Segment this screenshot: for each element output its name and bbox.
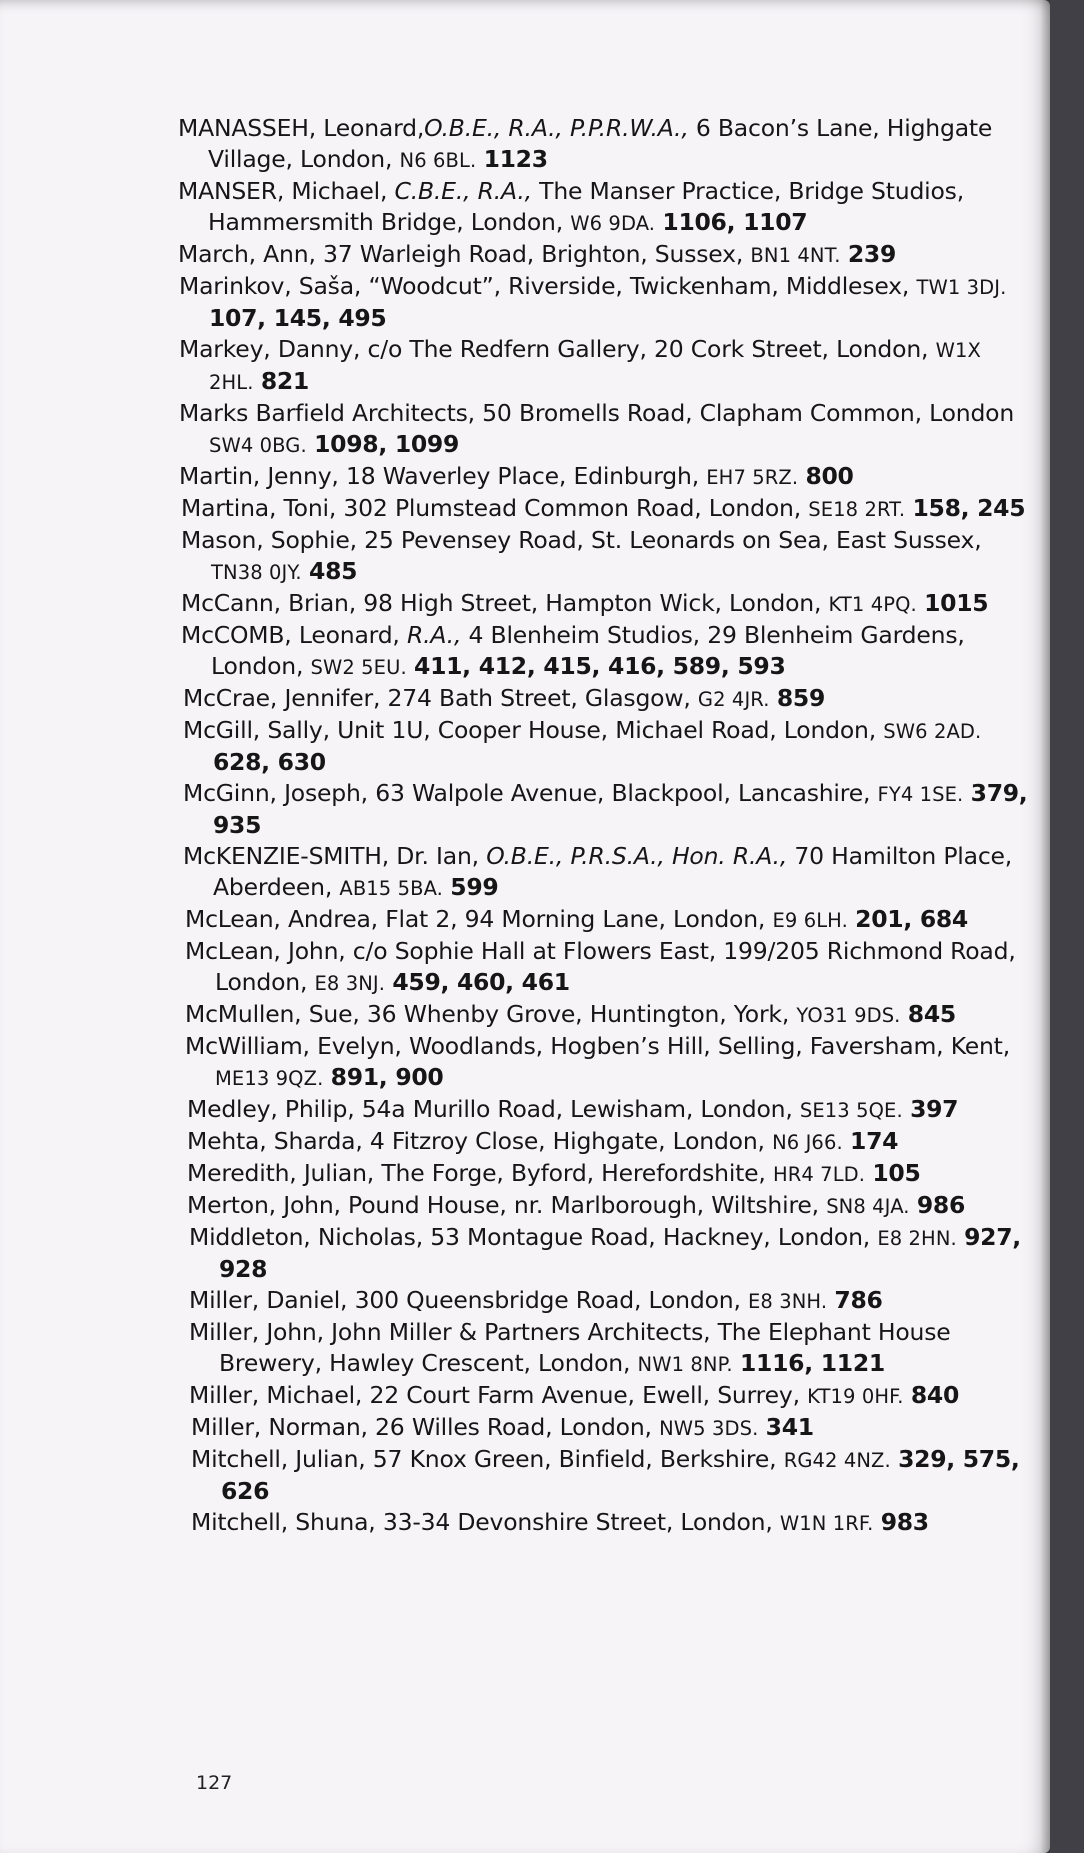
list-item — [179, 271, 1028, 334]
list-item — [185, 999, 1028, 1031]
entry-postcode: SE18 2RT. — [808, 498, 906, 521]
entry-page-refs: 628, 630 — [213, 748, 326, 776]
entry-page-refs: 891, 900 — [330, 1063, 444, 1091]
entry-postcode: RG42 4NZ. — [783, 1449, 891, 1472]
entry-name-address: McWilliam, Evelyn, Woodlands, Hogben’s Hill, Selling, Faversham, Kent, — [185, 1032, 1010, 1060]
entry-page-refs: 599 — [450, 873, 499, 901]
entry-page-refs: 986 — [916, 1191, 966, 1219]
entry-address: 6 Bacon’s Lane, Highgate Village, London, — [208, 114, 993, 173]
entry-page-refs: 105 — [872, 1159, 921, 1187]
entry-page-refs: 158, 245 — [912, 494, 1026, 522]
entry-postcode: E9 6LH. — [772, 909, 848, 932]
entry-postcode: NW1 8NP. — [637, 1353, 733, 1376]
entry-name-address: Martin, Jenny, 18 Waverley Place, Edinburgh, — [179, 462, 707, 490]
entry-page-refs: 840 — [910, 1381, 960, 1409]
entry-postcode: BN1 4NT. — [750, 244, 841, 267]
list-item — [189, 1285, 1028, 1317]
entry-name-address: McCrae, Jennifer, 274 Bath Street, Glasgow, — [183, 684, 698, 712]
entry-page-refs: 927, 928 — [219, 1223, 1021, 1283]
artist-directory-list — [178, 113, 1028, 1539]
entry-name-address: Mason, Sophie, 25 Pevensey Road, St. Leonards on Sea, East Sussex, — [181, 526, 982, 554]
list-item — [181, 525, 1028, 588]
entry-postcode: ME13 9QZ. — [215, 1067, 324, 1090]
entry-name-address: Marks Barfield Architects, 50 Bromells Road, Clapham Common, London — [179, 399, 1015, 427]
entry-name-address: Miller, Norman, 26 Willes Road, London, — [191, 1413, 660, 1441]
list-item — [191, 1444, 1028, 1507]
entry-postcode: TN38 0JY. — [211, 561, 302, 584]
entry-page-refs: 859 — [776, 684, 825, 712]
entry-name-address: March, Ann, 37 Warleigh Road, Brighton, Sussex, — [178, 240, 751, 268]
entry-page-refs: 174 — [850, 1127, 899, 1155]
entry-postcode: SW2 5EU. — [310, 656, 407, 679]
entry-name-address: McMullen, Sue, 36 Whenby Grove, Huntington, York, — [185, 1000, 797, 1028]
entry-honours: O.B.E., R.A., P.P.R.W.A., — [424, 114, 689, 142]
list-item — [185, 936, 1028, 999]
entry-name-address: Mitchell, Julian, 57 Knox Green, Binfield, Berkshire, — [191, 1445, 784, 1473]
entry-page-refs: 107, 145, 495 — [209, 304, 387, 332]
entry-name-address: McCOMB, Leonard, — [181, 621, 407, 649]
entry-postcode: N6 6BL. — [399, 149, 477, 172]
entry-name-address: Miller, Michael, 22 Court Farm Avenue, Ewell, Surrey, — [189, 1381, 808, 1409]
entry-postcode: NW5 3DS. — [659, 1417, 759, 1440]
entry-name-address: MANASSEH, Leonard, — [178, 114, 425, 142]
entry-name-address: Mehta, Sharda, 4 Fitzroy Close, Highgate, London, — [187, 1127, 773, 1155]
entry-page-refs: 379, 935 — [213, 779, 1028, 839]
entry-name-address: McKENZIE-SMITH, Dr. Ian, — [183, 842, 487, 870]
list-item — [179, 334, 1028, 398]
entry-postcode: HR4 7LD. — [772, 1163, 866, 1186]
entry-page-refs: 329, 575, 626 — [221, 1445, 1020, 1505]
list-item — [179, 461, 1028, 493]
entry-page-refs: 1123 — [483, 145, 548, 173]
list-item — [178, 239, 1028, 271]
entry-page-refs: 786 — [834, 1286, 883, 1314]
list-item — [181, 588, 1028, 620]
entry-name-address: McCann, Brian, 98 High Street, Hampton Wick, London, — [181, 589, 829, 617]
entry-honours: O.B.E., P.R.S.A., Hon. R.A., — [486, 842, 788, 870]
entry-name-address: Miller, John, John Miller & Partners Architects, The Elephant House Brewery, Hawley Crescent, London, — [189, 1318, 951, 1377]
entry-page-refs: 411, 412, 415, 416, 589, 593 — [414, 652, 786, 680]
list-item — [185, 1031, 1028, 1094]
entry-page-refs: 397 — [910, 1095, 959, 1123]
list-item — [189, 1317, 1028, 1380]
entry-page-refs: 821 — [260, 367, 309, 395]
entry-name-address: Markey, Danny, c/o The Redfern Gallery, 20 Cork Street, London, — [179, 335, 936, 363]
entry-postcode: E8 3NH. — [748, 1290, 828, 1313]
entry-postcode: N6 J66. — [772, 1131, 843, 1154]
entry-honours: C.B.E., R.A., — [394, 177, 532, 205]
entry-name-address: MANSER, Michael, — [178, 177, 395, 205]
entry-name-address: Mitchell, Shuna, 33-34 Devonshire Street, London, — [191, 1508, 780, 1536]
entry-name-address: Middleton, Nicholas, 53 Montague Road, Hackney, London, — [189, 1223, 878, 1251]
entry-postcode: FY4 1SE. — [877, 783, 964, 806]
entry-page-refs: 1116, 1121 — [740, 1349, 885, 1377]
entry-address: 4 Blenheim Studios, 29 Blenheim Gardens, London, — [211, 621, 965, 680]
entry-page-refs: 1015 — [924, 589, 989, 617]
entry-postcode: W1N 1RF. — [779, 1512, 874, 1535]
entry-name-address: McLean, John, c/o Sophie Hall at Flowers East, 199/205 Richmond Road, London, — [185, 937, 1016, 996]
entry-page-refs: 1098, 1099 — [314, 430, 460, 458]
entry-postcode: SE13 5QE. — [799, 1099, 903, 1122]
entry-postcode: SW4 0BG. — [209, 434, 307, 457]
list-item — [178, 113, 1028, 176]
entry-postcode: G2 4JR. — [697, 688, 770, 711]
list-item — [183, 841, 1028, 904]
entry-name-address: McLean, Andrea, Flat 2, 94 Morning Lane, London, — [185, 905, 773, 933]
entry-name-address: Meredith, Julian, The Forge, Byford, Herefordshite, — [187, 1159, 773, 1187]
list-item — [185, 904, 1028, 936]
entry-page-refs: 800 — [805, 462, 854, 490]
list-item — [187, 1126, 1028, 1158]
entry-postcode: W1X 2HL. — [209, 339, 981, 394]
entry-postcode: AB15 5BA. — [339, 877, 443, 900]
entry-postcode: KT1 4PQ. — [828, 593, 917, 616]
list-item — [181, 493, 1028, 525]
entry-postcode: KT19 0HF. — [807, 1385, 904, 1408]
list-item — [183, 778, 1028, 841]
entry-name-address: Merton, John, Pound House, nr. Marlborough, Wiltshire, — [187, 1191, 827, 1219]
entry-page-refs: 201, 684 — [855, 905, 968, 933]
entry-postcode: TW1 3DJ. — [916, 276, 1007, 299]
entry-postcode: E8 3NJ. — [314, 972, 386, 995]
page-number: 127 — [196, 1772, 233, 1794]
list-item — [191, 1412, 1028, 1444]
entry-page-refs: 239 — [847, 240, 897, 268]
list-item — [189, 1222, 1028, 1285]
entry-page-refs: 845 — [907, 1000, 956, 1028]
entry-name-address: Martina, Toni, 302 Plumstead Common Road, London, — [181, 494, 809, 522]
list-item — [179, 398, 1028, 461]
list-item — [183, 715, 1028, 778]
entry-postcode: YO31 9DS. — [796, 1004, 901, 1027]
entry-name-address: Medley, Philip, 54a Murillo Road, Lewisham, London, — [187, 1095, 800, 1123]
entry-page-refs: 983 — [880, 1508, 929, 1536]
list-item — [187, 1094, 1028, 1126]
list-item — [178, 176, 1028, 239]
list-item — [187, 1190, 1028, 1222]
entry-name-address: Miller, Daniel, 300 Queensbridge Road, London, — [189, 1286, 748, 1314]
entry-name-address: McGill, Sally, Unit 1U, Cooper House, Michael Road, London, — [183, 716, 884, 744]
entry-page-refs: 341 — [765, 1413, 814, 1441]
entry-page-refs: 459, 460, 461 — [392, 968, 570, 996]
entry-address: The Manser Practice, Bridge Studios, Hammersmith Bridge, London, — [208, 177, 964, 236]
entry-page-refs: 485 — [309, 557, 358, 585]
entry-name-address: Marinkov, Saša, “Woodcut”, Riverside, Twickenham, Middlesex, — [179, 272, 917, 300]
list-item — [189, 1380, 1028, 1412]
entry-postcode: E8 2HN. — [877, 1227, 957, 1250]
list-item — [187, 1158, 1028, 1190]
list-item — [183, 683, 1028, 715]
entry-postcode: EH7 5RZ. — [706, 466, 799, 489]
entry-page-refs: 1106, 1107 — [662, 208, 808, 236]
list-item — [181, 620, 1028, 683]
entry-name-address: McGinn, Joseph, 63 Walpole Avenue, Blackpool, Lancashire, — [183, 779, 878, 807]
entry-postcode: W6 9DA. — [570, 212, 656, 235]
list-item — [191, 1507, 1028, 1539]
entry-honours: R.A., — [406, 621, 462, 649]
entry-postcode: SW6 2AD. — [883, 720, 982, 743]
entry-address: 70 Hamilton Place, Aberdeen, — [213, 842, 1013, 901]
entry-postcode: SN8 4JA. — [826, 1195, 910, 1218]
